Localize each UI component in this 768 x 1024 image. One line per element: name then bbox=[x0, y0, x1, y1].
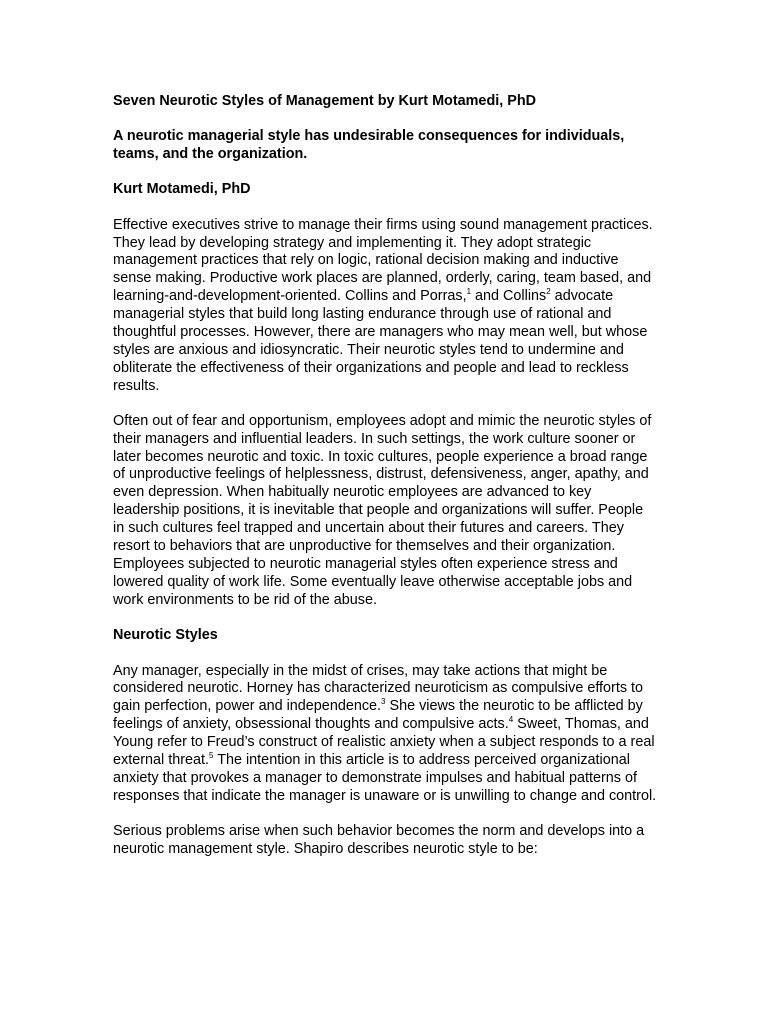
paragraph-3-text-a: Any manager, especially in the midst of crises, may take actions that might be considered neurotic. Horney has characterized neuroticism as compulsive efforts to gain perfection, power and independence. bbox=[113, 662, 644, 715]
paragraph-1-text-a: Effective executives strive to manage their firms using sound management practices. They lead by developing strategy and implementing it. They adopt strategic management practices that rely on logic, rational decision making and inductive sense making. Productive work places are planned, orderly, caring, team based, and learning-and-development-oriented. Collins and Porras, bbox=[113, 216, 653, 305]
paragraph-3-text-d: The intention in this article is to address perceived organizational anxiety that provokes a manager to demonstrate impulses and habitual patterns of responses that indicate the manager is unaware or is unwilling to change and control. bbox=[113, 752, 657, 804]
footnote-ref-3: 3 bbox=[381, 697, 386, 707]
document-subtitle: A neurotic managerial style has undesirable consequences for individuals, teams, and the organization. bbox=[113, 127, 625, 162]
document-body bbox=[113, 93, 658, 876]
footnote-ref-4: 4 bbox=[508, 715, 514, 725]
paragraph-4: Serious problems arise when such behavior becomes the norm and develops into a neurotic management style. Shapiro describes neurotic style to be: bbox=[113, 822, 645, 857]
paragraph-3-text-c: Sweet, Thomas, and Young refer to Freud’s construct of realistic anxiety when a subject responds to a real external threat. bbox=[113, 716, 655, 769]
footnote-ref-1: 1 bbox=[466, 287, 472, 297]
paragraph-3 bbox=[113, 663, 658, 806]
section-heading: Neurotic Styles bbox=[113, 626, 218, 643]
paragraph-1 bbox=[113, 217, 658, 396]
document-title: Seven Neurotic Styles of Management by Kurt Motamedi, PhD bbox=[113, 93, 537, 109]
footnote-ref-2: 2 bbox=[546, 287, 551, 297]
paragraph-1-text-c: advocate managerial styles that build long lasting endurance through use of rational and thoughtful processes. However, there are managers who may mean well, but whose styles are anxious and idiosyncratic. Their neurotic styles tend to undermine and obliterate the effectiveness of their organizations and people and lead to reckless results. bbox=[113, 288, 648, 394]
paragraph-1-text-b: and Collins bbox=[471, 288, 547, 305]
paragraph-3-text-b: She views the neurotic to be afflicted by feelings of anxiety, obsessional thoughts and compulsive acts. bbox=[113, 698, 643, 733]
footnote-ref-5: 5 bbox=[209, 751, 214, 761]
author-line: Kurt Motamedi, PhD bbox=[113, 180, 251, 197]
paragraph-2: Often out of fear and opportunism, employees adopt and mimic the neurotic styles of their managers and influential leaders. In such settings, the work culture sooner or later becomes neurotic and toxic. In toxic cultures, people experience a broad range of unproductive feelings of helplessness, distrust, defensiveness, anger, apathy, and even depression. When habitually neurotic employees are advanced to key leadership positions, it is inevitable that people and organizations will suffer. People in such cultures feel trapped and uncertain about their futures and careers. They resort to behaviors that are unproductive for themselves and their organization. Employees subjected to neurotic managerial styles often experience stress and lowered quality of work life. Some eventually leave otherwise acceptable jobs and work environments to be rid of the abuse. bbox=[113, 412, 652, 608]
